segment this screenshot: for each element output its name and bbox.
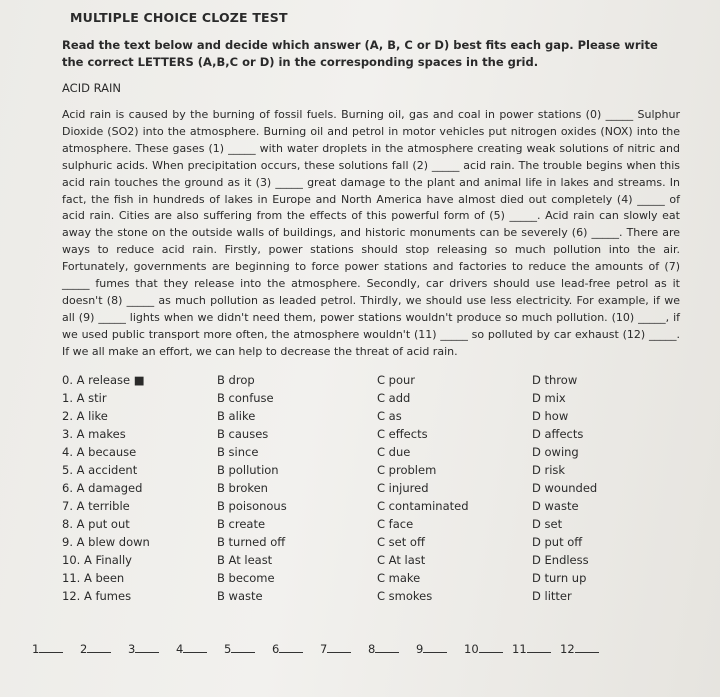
- answer-number: 8: [368, 642, 376, 656]
- answer-blank-line[interactable]: [575, 642, 599, 653]
- option-cell: 12. A fumes: [62, 588, 132, 603]
- option-cell: C At last: [377, 552, 426, 567]
- answer-blank-line[interactable]: [423, 642, 447, 653]
- option-cell: B waste: [217, 588, 263, 603]
- answer-blank-line[interactable]: [39, 642, 63, 653]
- passage-text: Acid rain is caused by the burning of fossil fuels. Burning oil, gas and coal in power stations (0) _____ Sulphur Dioxide (SO2) into the atmosphere. Burning oil and petrol in motor vehicles put nitrogen oxides (NOX) into the atmosphere. These gases (1) _____ with water droplets in the atmosphere creating weak solutions of nitric and sulphuric acids. When precipitation occurs, these solutions fall (2) _____ acid rain. The trouble begins when this acid rain touches the ground as it (3) _____ great damage to the plant and animal life in lakes and streams. In fact, the fish in hundreds of lakes in Europe and North America have almost died out completely (4) _____ of acid rain. Cities are also suffering from the effects of this powerful form of (5) _____. Acid rain can slowly eat away the stone on the outside walls of buildings, and historic monuments can be severely (6) _____. There are ways to reduce acid rain. Firstly, power stations should stop releasing so much pollution into the air. Fortunately, governments are beginning to force power stations and factories to reduce the amounts of (7) _____ fumes that they release into the atmosphere. Secondly, car drivers should use lead-free petrol as it doesn't (8) _____ as much pollution as leaded petrol. Thirdly, we should use less electricity. For example, if we all (9) _____ lights when we didn't need them, power stations wouldn't produce so much pollution. (10) _____, if we used public transport more often, the atmosphere wouldn't (11) _____ so polluted by car exhaust (12) _____. If we all make an effort, we can help to decrease the threat of acid rain.: [62, 108, 680, 358]
- answer-blank-line[interactable]: [479, 642, 503, 653]
- option-cell: C contaminated: [377, 498, 469, 513]
- answer-blank-line[interactable]: [527, 642, 551, 653]
- option-cell: C due: [377, 444, 411, 459]
- answer-slot[interactable]: [272, 642, 320, 656]
- answer-number: 5: [224, 642, 232, 656]
- page-title: MULTIPLE CHOICE CLOZE TEST: [70, 10, 288, 25]
- options-table: [62, 371, 680, 605]
- option-cell: 3. A makes: [62, 426, 126, 441]
- option-cell: C set off: [377, 534, 425, 549]
- option-cell: B At least: [217, 552, 273, 567]
- option-row: [62, 479, 680, 497]
- option-cell: B turned off: [217, 534, 286, 549]
- answer-number: 2: [80, 642, 88, 656]
- option-cell: D Endless: [532, 552, 589, 567]
- option-cell: 10. A Finally: [62, 552, 132, 567]
- answer-slot[interactable]: [32, 642, 80, 656]
- option-cell: B drop: [217, 372, 255, 387]
- answer-slot[interactable]: [464, 642, 512, 656]
- option-cell: D turn up: [532, 570, 587, 585]
- answer-grid: [32, 642, 608, 656]
- option-cell: 2. A like: [62, 408, 108, 423]
- option-row: [62, 425, 680, 443]
- answer-slot[interactable]: [128, 642, 176, 656]
- option-row: [62, 533, 680, 551]
- option-cell: D wounded: [532, 480, 598, 495]
- option-cell: C as: [377, 408, 402, 423]
- option-cell: 7. A terrible: [62, 498, 130, 513]
- answer-slot[interactable]: [176, 642, 224, 656]
- answer-number: 10: [464, 642, 479, 656]
- answer-number: 4: [176, 642, 184, 656]
- answer-slot[interactable]: [416, 642, 464, 656]
- option-cell: 4. A because: [62, 444, 137, 459]
- option-cell: D risk: [532, 462, 566, 477]
- option-cell: C injured: [377, 480, 429, 495]
- answer-blank-line[interactable]: [327, 642, 351, 653]
- option-row: [62, 461, 680, 479]
- answer-number: 1: [32, 642, 40, 656]
- answer-blank-line[interactable]: [279, 642, 303, 653]
- option-cell: D set: [532, 516, 563, 531]
- answer-number: 3: [128, 642, 136, 656]
- answer-slot[interactable]: [224, 642, 272, 656]
- answer-blank-line[interactable]: [375, 642, 399, 653]
- answer-slot[interactable]: [512, 642, 560, 656]
- option-cell: D mix: [532, 390, 566, 405]
- option-row: [62, 497, 680, 515]
- option-cell: C problem: [377, 462, 437, 477]
- answer-slot[interactable]: [320, 642, 368, 656]
- option-row: [62, 551, 680, 569]
- option-cell: 9. A blew down: [62, 534, 150, 549]
- option-cell: B causes: [217, 426, 269, 441]
- option-cell: 6. A damaged: [62, 480, 143, 495]
- answer-slot[interactable]: [368, 642, 416, 656]
- option-cell: 11. A been: [62, 570, 125, 585]
- option-row: [62, 371, 680, 389]
- answer-number: 11: [512, 642, 527, 656]
- answer-blank-line[interactable]: [87, 642, 111, 653]
- option-row: [62, 443, 680, 461]
- option-cell: D put off: [532, 534, 583, 549]
- option-row: [62, 569, 680, 587]
- option-cell: D litter: [532, 588, 572, 603]
- option-cell: B create: [217, 516, 266, 531]
- option-cell: B broken: [217, 480, 268, 495]
- option-cell: D affects: [532, 426, 584, 441]
- option-row: [62, 389, 680, 407]
- option-cell: 8. A put out: [62, 516, 130, 531]
- answer-slot[interactable]: [80, 642, 128, 656]
- answer-slot[interactable]: [560, 642, 608, 656]
- section-title: ACID RAIN: [62, 81, 121, 95]
- instructions: Read the text below and decide which answer (A, B, C or D) best fits each gap. Please write the correct LETTERS (A,B,C or D) in the corresponding spaces in the grid.: [62, 38, 658, 69]
- option-cell: C pour: [377, 372, 416, 387]
- option-cell: D how: [532, 408, 569, 423]
- answer-number: 7: [320, 642, 328, 656]
- option-row: [62, 587, 680, 605]
- option-cell: 0. A release ■: [62, 372, 145, 387]
- option-cell: C add: [377, 390, 411, 405]
- option-cell: C make: [377, 570, 421, 585]
- option-cell: B alike: [217, 408, 256, 423]
- option-cell: D waste: [532, 498, 579, 513]
- answer-blank-line[interactable]: [135, 642, 159, 653]
- answer-number: 6: [272, 642, 280, 656]
- option-cell: 5. A accident: [62, 462, 138, 477]
- option-cell: B become: [217, 570, 275, 585]
- option-cell: 1. A stir: [62, 390, 107, 405]
- answer-number: 12: [560, 642, 575, 656]
- option-cell: C effects: [377, 426, 428, 441]
- option-cell: B confuse: [217, 390, 274, 405]
- option-cell: B since: [217, 444, 259, 459]
- option-row: [62, 407, 680, 425]
- option-cell: B poisonous: [217, 498, 287, 513]
- option-cell: D throw: [532, 372, 578, 387]
- option-row: [62, 515, 680, 533]
- answer-number: 9: [416, 642, 424, 656]
- option-cell: D owing: [532, 444, 579, 459]
- answer-blank-line[interactable]: [231, 642, 255, 653]
- option-cell: C smokes: [377, 588, 433, 603]
- option-cell: C face: [377, 516, 414, 531]
- answer-blank-line[interactable]: [183, 642, 207, 653]
- option-cell: B pollution: [217, 462, 279, 477]
